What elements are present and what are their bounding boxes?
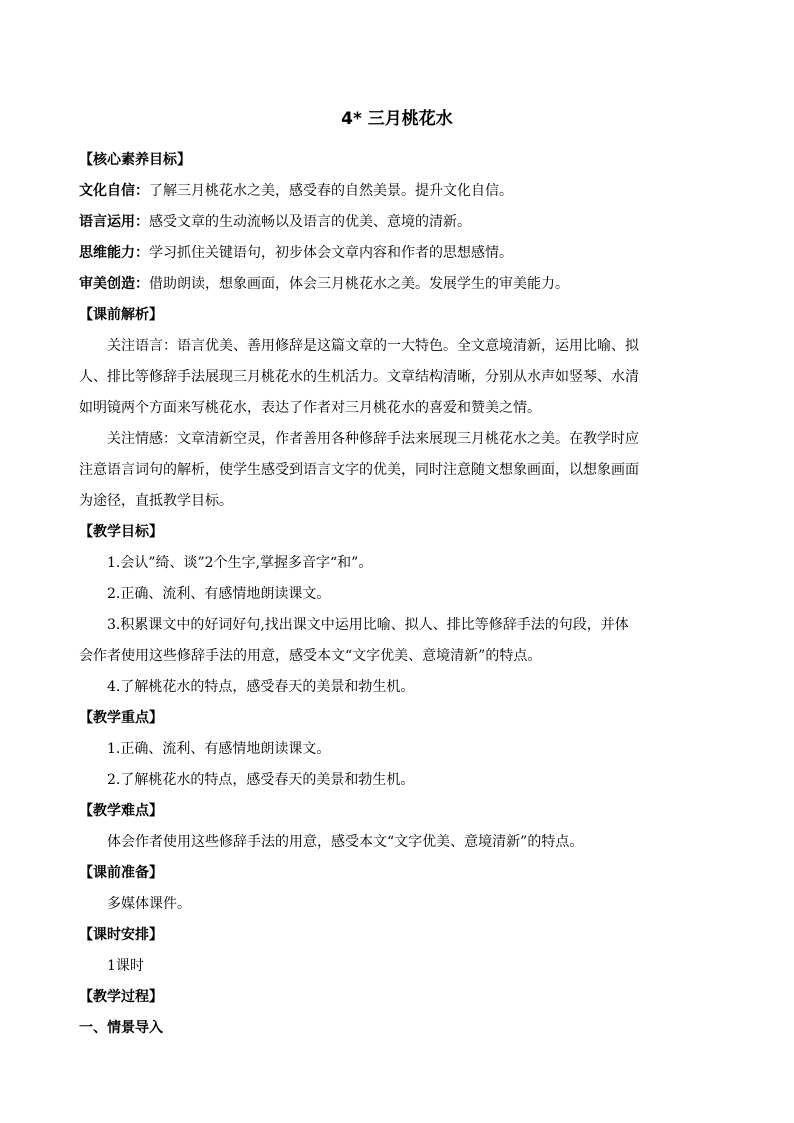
section-heading-pre-analysis: 【课前解析】 [79, 307, 163, 323]
core-goal-aesthetic [79, 269, 719, 300]
core-goal-text: 了解三月桃花水之美，感受春的自然美景。提升文化自信。 [149, 183, 513, 199]
core-goal-label: 思维能力： [79, 245, 149, 261]
analysis-para1-line2: 人、排比等修辞手法展现三月桃花水的生机活力。文章结构清晰，分别从水声如竖琴、水清 [79, 369, 639, 385]
core-goal-text: 学习抓住关键语句，初步体会文章内容和作者的思想感情。 [149, 245, 513, 261]
teaching-goal-item: 3.积累课文中的好词好句,找出课文中运用比喻、拟人、排比等修辞手法的句段，并体 [107, 617, 629, 633]
analysis-para2-line3: 为途径，直抵教学目标。 [79, 493, 233, 509]
teaching-goal-item: 4.了解桃花水的特点，感受春天的美景和勃生机。 [107, 679, 415, 695]
schedule-text: 1课时 [107, 958, 144, 974]
analysis-para1-line1: 关注语言：语言优美、善用修辞是这篇文章的一大特色。全文意境清新，运用比喻、拟 [107, 338, 639, 354]
difficulty-text: 体会作者使用这些修辞手法的用意，感受本文“文字优美、意境清新”的特点。 [107, 834, 584, 850]
core-goal-label: 语言运用： [79, 214, 149, 230]
analysis-para2-line1: 关注情感：文章清新空灵，作者善用各种修辞手法来展现三月桃花水之美。在教学时应 [107, 431, 639, 447]
core-goal-text: 借助朗读，想象画面，体会三月桃花水之美。发展学生的审美能力。 [149, 276, 569, 292]
core-goal-culture [79, 176, 719, 207]
section-heading-process: 【教学过程】 [79, 989, 163, 1005]
core-goal-label: 审美创造： [79, 276, 149, 292]
document-title: 4* 三月桃花水 [341, 109, 453, 129]
section-heading-difficulties: 【教学难点】 [79, 803, 163, 819]
analysis-para1-line3: 如明镜两个方面来写桃花水，表达了作者对三月桃花水的喜爱和赞美之情。 [79, 400, 541, 416]
key-point-item: 1.正确、流利、有感情地朗读课文。 [107, 741, 331, 757]
section-heading-schedule: 【课时安排】 [79, 927, 163, 943]
teaching-goal-item: 1.会认”绮、谈”2个生字,掌握多音字“和”。 [107, 555, 373, 571]
teaching-goal-item-continued: 会作者使用这些修辞手法的用意，感受本文“文字优美、意境清新”的特点。 [79, 648, 542, 664]
process-step-heading: 一、情景导入 [79, 1020, 163, 1036]
key-point-item: 2.了解桃花水的特点，感受春天的美景和勃生机。 [107, 772, 415, 788]
core-goal-thinking [79, 238, 719, 269]
core-goal-text: 感受文章的生动流畅以及语言的优美、意境的清新。 [149, 214, 471, 230]
analysis-para2-line2: 注意语言词句的解析，使学生感受到语言文字的优美，同时注意随文想象画面，以想象画面 [79, 462, 639, 478]
core-goal-label: 文化自信： [79, 183, 149, 199]
teaching-goal-item: 2.正确、流利、有感情地朗读课文。 [107, 586, 331, 602]
preparation-text: 多媒体课件。 [107, 896, 191, 912]
section-heading-preparation: 【课前准备】 [79, 865, 163, 881]
section-heading-key-points: 【教学重点】 [79, 710, 163, 726]
document-body [79, 145, 719, 1044]
section-heading-teaching-goals: 【教学目标】 [79, 524, 163, 540]
core-goal-language [79, 207, 719, 238]
section-heading-core-goals: 【核心素养目标】 [79, 152, 191, 168]
